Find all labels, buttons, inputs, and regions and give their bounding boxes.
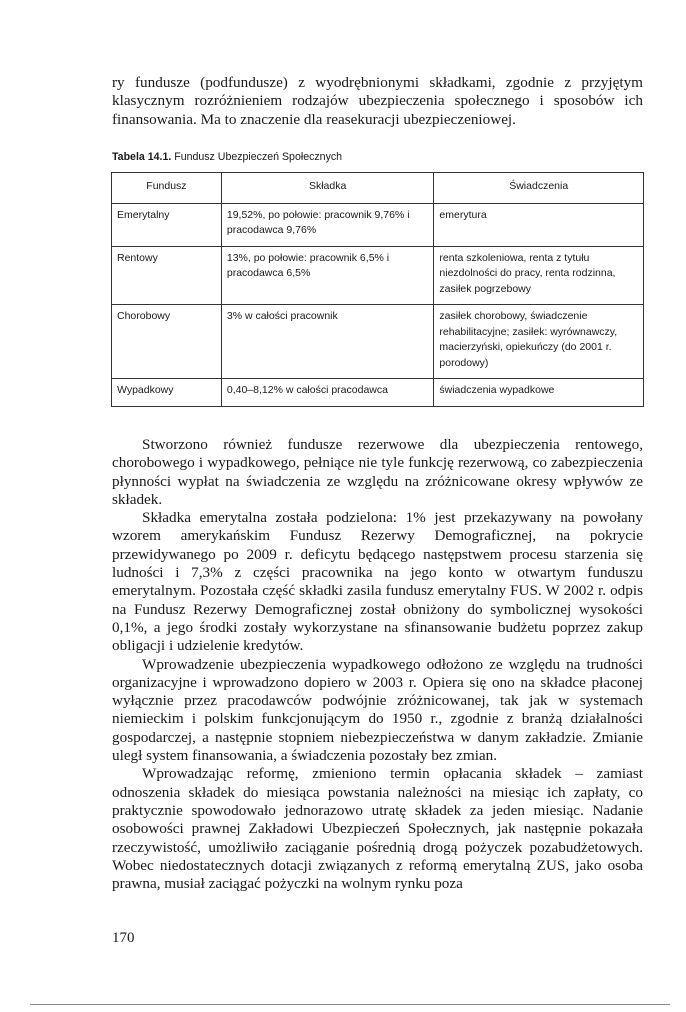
- cell-benefits: renta szkoleniowa, renta z tytułu niezdolności do pracy, renta rodzinna, zasiłek pogrzebowy: [434, 246, 644, 305]
- body-paragraph: Stworzono również fundusze rezerwowe dla ubezpieczenia rentowego, chorobowego i wypadkowego, pełniące nie tyle funkcję rezerwową, co zabezpieczenia płynności wypłat na świadczenia ze względu na zróżnicowane okresy wpływów ze składek.: [112, 436, 643, 508]
- intro-paragraph: ry fundusze (podfundusze) z wyodrębnionymi składkami, zgodnie z przyjętym klasycznym rozróżnieniem rodzajów ubezpieczenia społecznego i sposobów ich finansowania. Ma to znaczenie dla reasekuracji ubezpieczeniowej.: [112, 74, 643, 128]
- table-caption-label: Tabela 14.1.: [112, 151, 172, 163]
- body-paragraph: Wprowadzając reformę, zmieniono termin opłacania składek – zamiast odnoszenia składek do miesiąca powstania należności na miesiąc ich zapłaty, co praktycznie spowodowało jednorazowo utratę składek za jeden miesiąc. Nadanie osobowości prawnej Zakładowi Ubezpieczeń Społecznych, jak następnie pokazała rzeczywistość, umożliwiło zaciąganie pośrednią drogą pożyczek pozabudżetowych. Wobec niedostatecznych dotacji związanych z reformą emerytalną ZUS, jako osoba prawna, musiał zaciągać pożyczki na wolnym rynku poza: [112, 765, 643, 893]
- table-caption-title: Fundusz Ubezpieczeń Społecznych: [171, 151, 343, 163]
- page-number: 170: [112, 930, 135, 946]
- header-skladka: Składka: [221, 173, 434, 204]
- cell-fund: Chorobowy: [112, 305, 222, 379]
- table-row: [112, 203, 644, 246]
- body-text: [112, 436, 643, 893]
- body-paragraph: Wprowadzenie ubezpieczenia wypadkowego odłożono ze względu na trudności organizacyjne i wprowadzono dopiero w 2003 r. Opiera się ono na składce płaconej wyłącznie przez pracodawców podwójnie zróżnicowanej, tak jak w systemach niemieckim i polskim funkcjonującym do 1950 r., zgodnie z branżą działalności gospodarczej, a następnie stopniem niebezpieczeństwa w danym zakładzie. Zmianie uległ system finansowania, a świadczenia pozostały bez zmian.: [112, 655, 643, 765]
- table-row: [112, 246, 644, 305]
- cell-benefits: świadczenia wypadkowe: [434, 379, 644, 407]
- cell-contribution: 0,40–8,12% w całości pracodawca: [221, 379, 434, 407]
- cell-fund: Rentowy: [112, 246, 222, 305]
- cell-contribution: 19,52%, po połowie: pracownik 9,76% i pracodawca 9,76%: [221, 203, 434, 246]
- scan-edge-line: [30, 1004, 670, 1005]
- cell-contribution: 13%, po połowie: pracownik 6,5% i pracodawca 6,5%: [221, 246, 434, 305]
- cell-benefits: emerytura: [434, 203, 644, 246]
- table-row: [112, 305, 644, 379]
- header-fundusz: Fundusz: [112, 173, 222, 204]
- table-row: [112, 379, 644, 407]
- fus-table: [111, 172, 644, 407]
- cell-fund: Wypadkowy: [112, 379, 222, 407]
- table-header-row: [112, 173, 644, 204]
- cell-fund: Emerytalny: [112, 203, 222, 246]
- cell-contribution: 3% w całości pracownik: [221, 305, 434, 379]
- table-caption: [112, 151, 342, 163]
- body-paragraph: Składka emerytalna została podzielona: 1% jest przekazywany na powołany wzorem amerykańskim Fundusz Rezerwy Demograficznej, na pokrycie przewidywanego po 2009 r. deficytu będącego następstwem procesu starzenia się ludności i 7,3% z części pracownika na jego konto w otwartym funduszu emerytalnym. Pozostała część składki zasila fundusz emerytalny FUS. W 2002 r. odpis na Fundusz Rezerwy Demograficznej został obniżony do symbolicznej wysokości 0,1%, a jego środki zostały wykorzystane na sfinansowanie budżetu poprzez zakup obligacji i udzielenie kredytów.: [112, 509, 643, 655]
- header-swiadczenia: Świadczenia: [434, 173, 644, 204]
- cell-benefits: zasiłek chorobowy, świadczenie rehabilitacyjne; zasiłek: wyrównawczy, macierzyński, opiekuńczy (do 2001 r. porodowy): [434, 305, 644, 379]
